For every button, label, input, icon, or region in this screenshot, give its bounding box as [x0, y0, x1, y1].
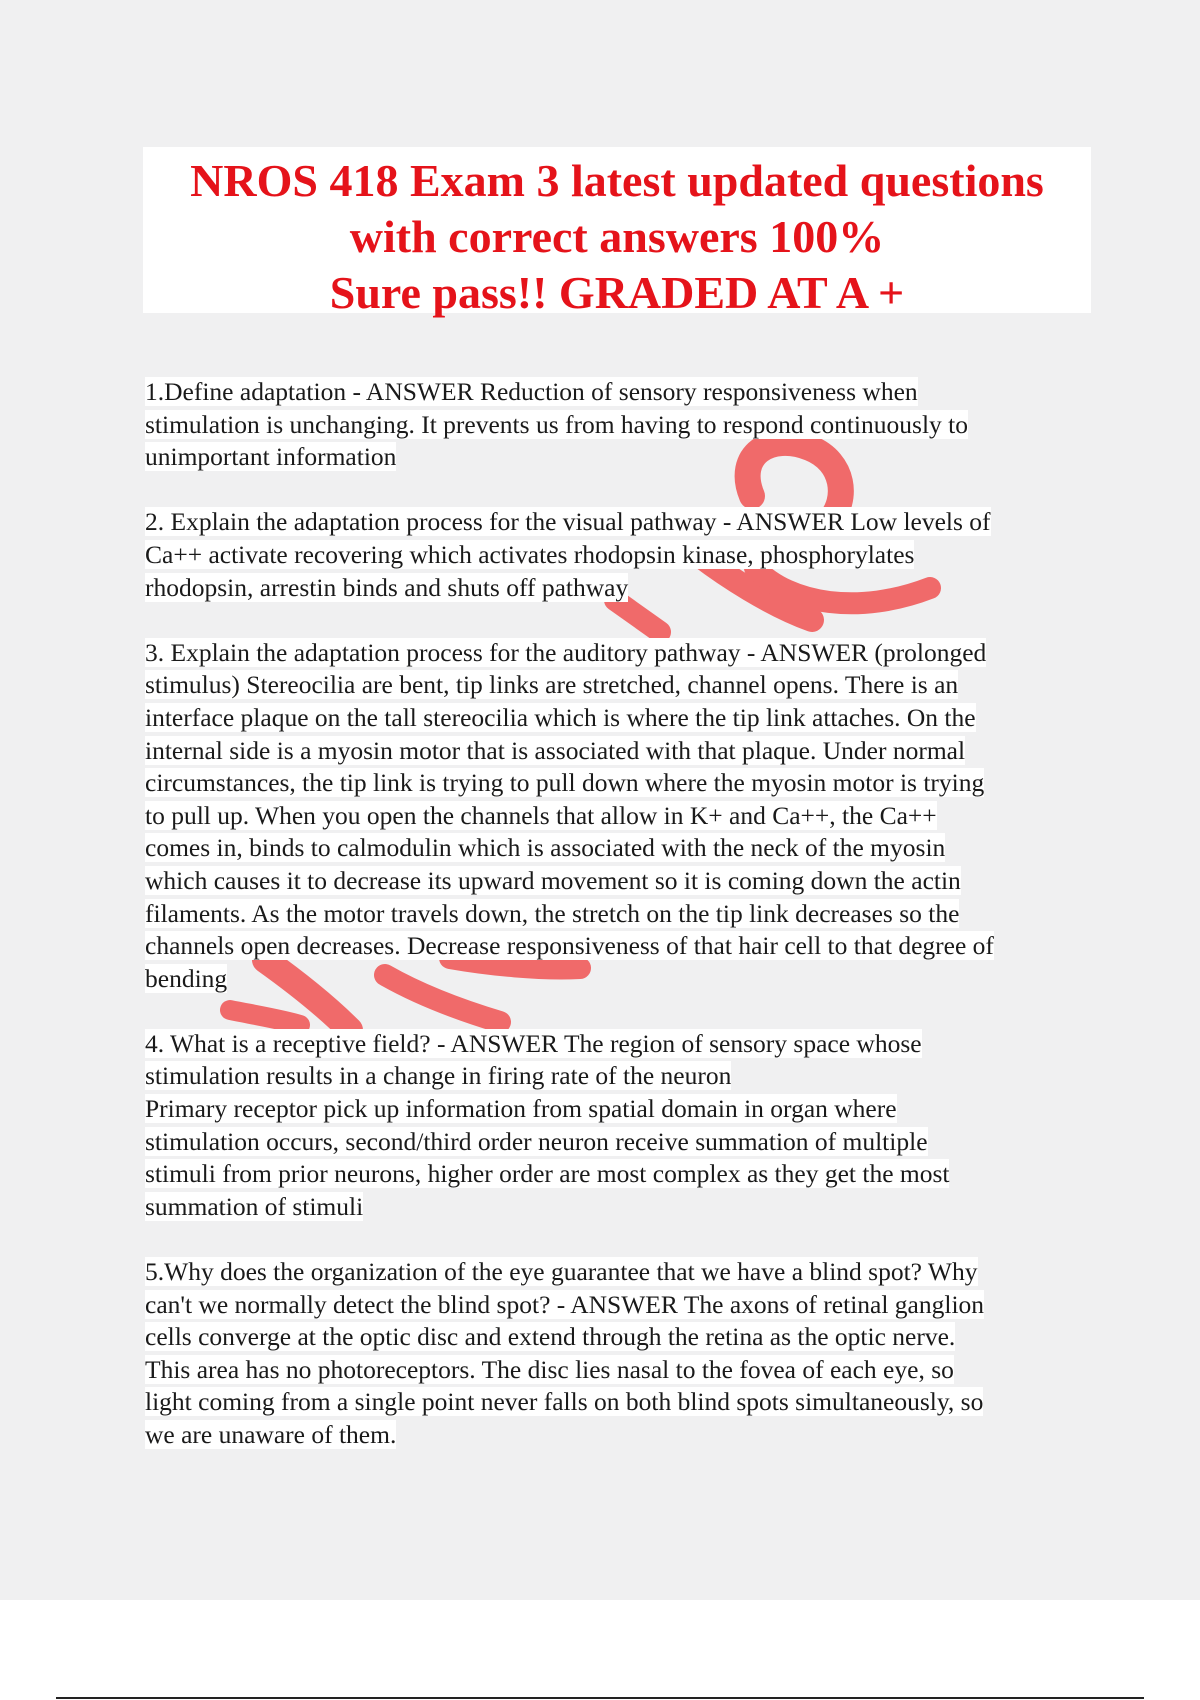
text-line: filaments. As the motor travels down, the stretch on the tip link decreases so the [145, 898, 960, 928]
title-line: with correct answers 100% [349, 211, 885, 262]
page-divider [56, 1697, 1144, 1699]
text-line: to pull up. When you open the channels that allow in K+ and Ca++, the Ca++ [145, 800, 937, 830]
question-list [145, 376, 1095, 1484]
text-line: Ca++ activate recovering which activates rhodopsin kinase, phosphorylates [145, 539, 915, 569]
text-line: stimulus) Stereocilia are bent, tip links are stretched, channel opens. There is an [145, 670, 959, 700]
text-line: which causes it to decrease its upward movement so it is coming down the actin [145, 865, 961, 895]
text-line: stimuli from prior neurons, higher order are most complex as they get the most [145, 1159, 950, 1189]
text-line: can't we normally detect the blind spot? - ANSWER The axons of retinal ganglion [145, 1289, 985, 1319]
text-line: This area has no photoreceptors. The disc lies nasal to the fovea of each eye, so [145, 1354, 954, 1384]
text-line: stimulation occurs, second/third order neuron receive summation of multiple [145, 1126, 928, 1156]
question-answer-2 [145, 506, 1095, 604]
text-line: channels open decreases. Decrease responsiveness of that hair cell to that degree of [145, 931, 994, 961]
text-line: 4. What is a receptive field? - ANSWER The region of sensory space whose [145, 1028, 922, 1058]
text-line: rhodopsin, arrestin binds and shuts off pathway [145, 572, 629, 602]
title-line: NROS 418 Exam 3 latest updated questions [190, 155, 1044, 206]
question-answer-3 [145, 637, 1095, 996]
text-line: comes in, binds to calmodulin which is associated with the neck of the myosin [145, 833, 946, 863]
text-line: summation of stimuli [145, 1191, 364, 1221]
text-line: stimulation results in a change in firing rate of the neuron [145, 1061, 732, 1091]
text-line: stimulation is unchanging. It prevents us from having to respond continuously to [145, 409, 968, 439]
text-line: 2. Explain the adaptation process for the visual pathway - ANSWER Low levels of [145, 507, 991, 537]
question-answer-4 [145, 1028, 1095, 1224]
text-line: 3. Explain the adaptation process for the auditory pathway - ANSWER (prolonged [145, 637, 987, 667]
text-line: unimportant information [145, 442, 397, 472]
text-line: we are unaware of them. [145, 1420, 397, 1449]
text-line: 5.Why does the organization of the eye guarantee that we have a blind spot? Why [145, 1257, 978, 1287]
text-line: circumstances, the tip link is trying to pull down where the myosin motor is trying [145, 768, 985, 798]
text-line: internal side is a myosin motor that is associated with that plaque. Under normal [145, 735, 966, 765]
question-answer-5 [145, 1256, 1095, 1452]
text-line: light coming from a single point never falls on both blind spots simultaneously, so [145, 1387, 984, 1417]
text-line: bending [145, 963, 228, 993]
text-line: Primary receptor pick up information from spatial domain in organ where [145, 1094, 897, 1124]
text-line: 1.Define adaptation - ANSWER Reduction of sensory responsiveness when [145, 377, 918, 406]
text-line: interface plaque on the tall stereocilia which is where the tip link attaches. On the [145, 702, 976, 732]
question-answer-1 [145, 376, 1095, 474]
text-line: cells converge at the optic disc and extend through the retina as the optic nerve. [145, 1322, 956, 1352]
document-title [143, 147, 1091, 318]
title-line: Sure pass!! GRADED AT A + [329, 267, 905, 318]
